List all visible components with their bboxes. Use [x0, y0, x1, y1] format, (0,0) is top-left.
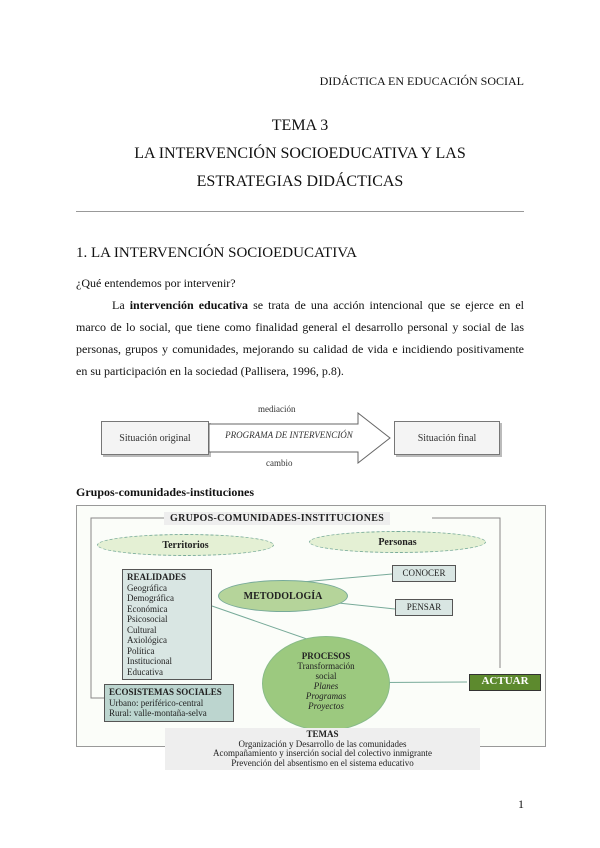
metodologia-ellipse: METODOLOGÍA — [218, 580, 348, 612]
temas-item: Prevención del absentismo en el sistema educativo — [231, 757, 414, 768]
eco-title: ECOSISTEMAS SOCIALES — [109, 687, 222, 697]
realidad-item: Institucional — [127, 656, 172, 666]
pensar-box: PENSAR — [395, 599, 453, 616]
title-line-2: LA INTERVENCIÓN SOCIOEDUCATIVA Y LAS — [134, 145, 466, 162]
realidad-item: Cultural — [127, 624, 157, 635]
realidad-item: Educativa — [127, 666, 163, 677]
temas-item: Organización y Desarrollo de las comunidades — [238, 738, 407, 749]
divider — [76, 211, 524, 212]
territorios-ellipse: Territorios — [97, 534, 274, 556]
para-pre: La — [112, 298, 130, 312]
para-post: se trata de una acción intencional que se ejerce en el marco de lo social, que tiene como finalidad general el desarrollo personal y social de las personas, grupos y comunidades, mejorando su calidad de vida e incidiendo positivamente en su participación en la sociedad (Pallisera, 1996, p.8). — [76, 298, 524, 378]
section-heading: 1. LA INTERVENCIÓN SOCIOEDUCATIVA — [76, 245, 358, 261]
procesos-item: Transformación — [297, 661, 355, 671]
diagram-title: GRUPOS-COMUNIDADES-INSTITUCIONES — [164, 512, 390, 525]
personas-ellipse: Personas — [309, 531, 486, 553]
eco-item: Rural: valle-montaña-selva — [109, 708, 207, 718]
flow-start-box: Situación original — [101, 421, 209, 455]
procesos-item: social — [315, 671, 337, 681]
temas-title: TEMAS — [306, 729, 339, 739]
realidad-item: Axiológica — [127, 635, 167, 645]
flow-end-box: Situación final — [394, 421, 500, 455]
flow-bottom-label: cambio — [266, 458, 293, 468]
realidades-box — [122, 569, 212, 680]
title-line-1: TEMA 3 — [271, 117, 329, 134]
procesos-italic: Planes — [313, 681, 339, 691]
procesos-circle — [262, 636, 390, 731]
procesos-italic: Programas — [305, 691, 347, 701]
realidad-item: Económica — [127, 603, 168, 614]
temas-box — [165, 728, 480, 770]
realidad-item: Política — [127, 645, 155, 656]
flow-program: PROGRAMA DE INTERVENCIÓN — [225, 430, 353, 440]
diagram — [76, 505, 546, 768]
subheading: Grupos-comunidades-instituciones — [76, 485, 255, 499]
actuar-box: ACTUAR — [469, 674, 541, 691]
temas-item: Acompañamiento y inserción social del colectivo inmigrante — [213, 748, 432, 758]
realidades-title: REALIDADES — [127, 572, 187, 582]
flow-top-label: mediación — [258, 404, 296, 414]
procesos-italic: Proyectos — [308, 701, 344, 711]
title-line-3: ESTRATEGIAS DIDÁCTICAS — [196, 173, 404, 190]
ecosistemas-box — [104, 684, 234, 722]
realidad-item: Demográfica — [127, 593, 174, 603]
procesos-title: PROCESOS — [301, 651, 351, 661]
conocer-box: CONOCER — [392, 565, 456, 582]
eco-item: Urbano: periférico-central — [109, 697, 204, 708]
para-bold: intervención educativa — [129, 298, 249, 312]
page-number: 1 — [518, 797, 524, 811]
realidad-item: Psicosocial — [127, 614, 168, 624]
running-header: DIDÁCTICA EN EDUCACIÓN SOCIAL — [319, 74, 524, 88]
paragraph — [76, 294, 524, 382]
question: ¿Qué entendemos por intervenir? — [76, 276, 236, 290]
realidad-item: Geográfica — [127, 582, 167, 593]
